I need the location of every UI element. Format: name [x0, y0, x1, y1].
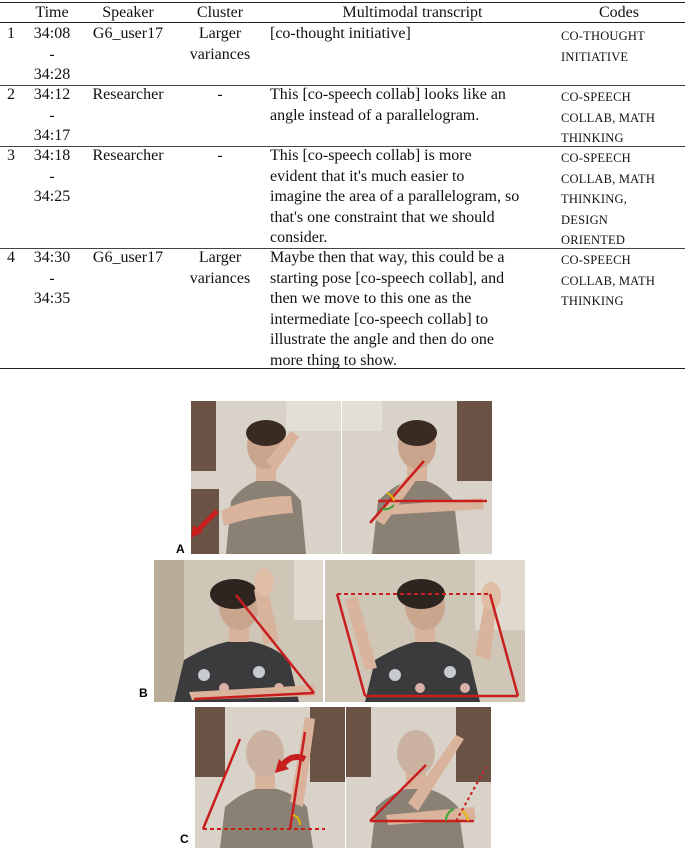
speaker-cell: Researcher — [92, 86, 164, 103]
cluster-cell: - — [217, 86, 223, 103]
speaker-cell: G6_user17 — [92, 25, 164, 42]
photo-c-left — [195, 707, 345, 848]
panel-label-c: C — [180, 832, 189, 846]
row-number: 2 — [7, 86, 15, 103]
cluster-cell: Larger variances — [189, 25, 251, 63]
time-cell: 34:30 - 34:35 — [33, 249, 71, 307]
photo-b-right — [325, 560, 525, 702]
table-bottom-rule — [0, 368, 685, 369]
time-cell — [30, 24, 74, 86]
time-start: 34:08 — [33, 25, 71, 42]
header-transcript: Multimodal transcript — [342, 4, 483, 21]
row-number: 1 — [7, 25, 15, 42]
transcript-cell: This [co-speech collab] looks like an angle instead of a parallelogram. — [270, 86, 506, 124]
header-speaker: Speaker — [102, 4, 154, 21]
speaker-cell: G6_user17 — [92, 249, 164, 266]
time-cell: 34:18 - 34:25 — [33, 147, 71, 205]
header-cluster: Cluster — [196, 4, 244, 21]
cluster-cell: Larger variances — [189, 249, 251, 287]
header-time: Time — [35, 4, 69, 21]
table-header-rule — [0, 22, 685, 23]
panel-label-a: A — [176, 542, 185, 556]
codes-cell: CO-SPEECH COLLAB, MATH THINKING — [561, 90, 656, 145]
time-dash: - — [49, 45, 55, 63]
photo-c-right — [346, 707, 491, 848]
codes-cell: CO-SPEECH COLLAB, MATH THINKING — [561, 253, 656, 308]
panel-label-b: B — [139, 686, 148, 700]
transcript-cell: Maybe then that way, this could be a starting pose [co-speech collab], and then we move to this one as the intermediate [co-speech collab] to illustrate the angle and then do one more thing to show. — [270, 249, 505, 369]
header-codes: Codes — [599, 4, 639, 21]
transcript-cell: [co-thought initiative] — [270, 25, 411, 42]
row-number: 3 — [7, 147, 15, 164]
photo-a-left — [191, 401, 341, 554]
photo-b-left — [154, 560, 323, 702]
transcript-cell: This [co-speech collab] is more evident that it's much easier to imagine the area of a parallelogram, so that's one constraint that we should consider. — [270, 147, 520, 246]
time-end: 34:28 — [33, 66, 71, 83]
cluster-cell: - — [217, 147, 223, 164]
codes-cell: CO-THOUGHT INITIATIVE — [561, 29, 645, 64]
row-number: 4 — [7, 249, 15, 266]
time-cell: 34:12 - 34:17 — [33, 86, 71, 144]
speaker-cell: Researcher — [92, 147, 164, 164]
photo-a-right — [342, 401, 492, 554]
codes-cell: CO-SPEECH COLLAB, MATH THINKING, DESIGN ORIENTED — [561, 151, 656, 247]
